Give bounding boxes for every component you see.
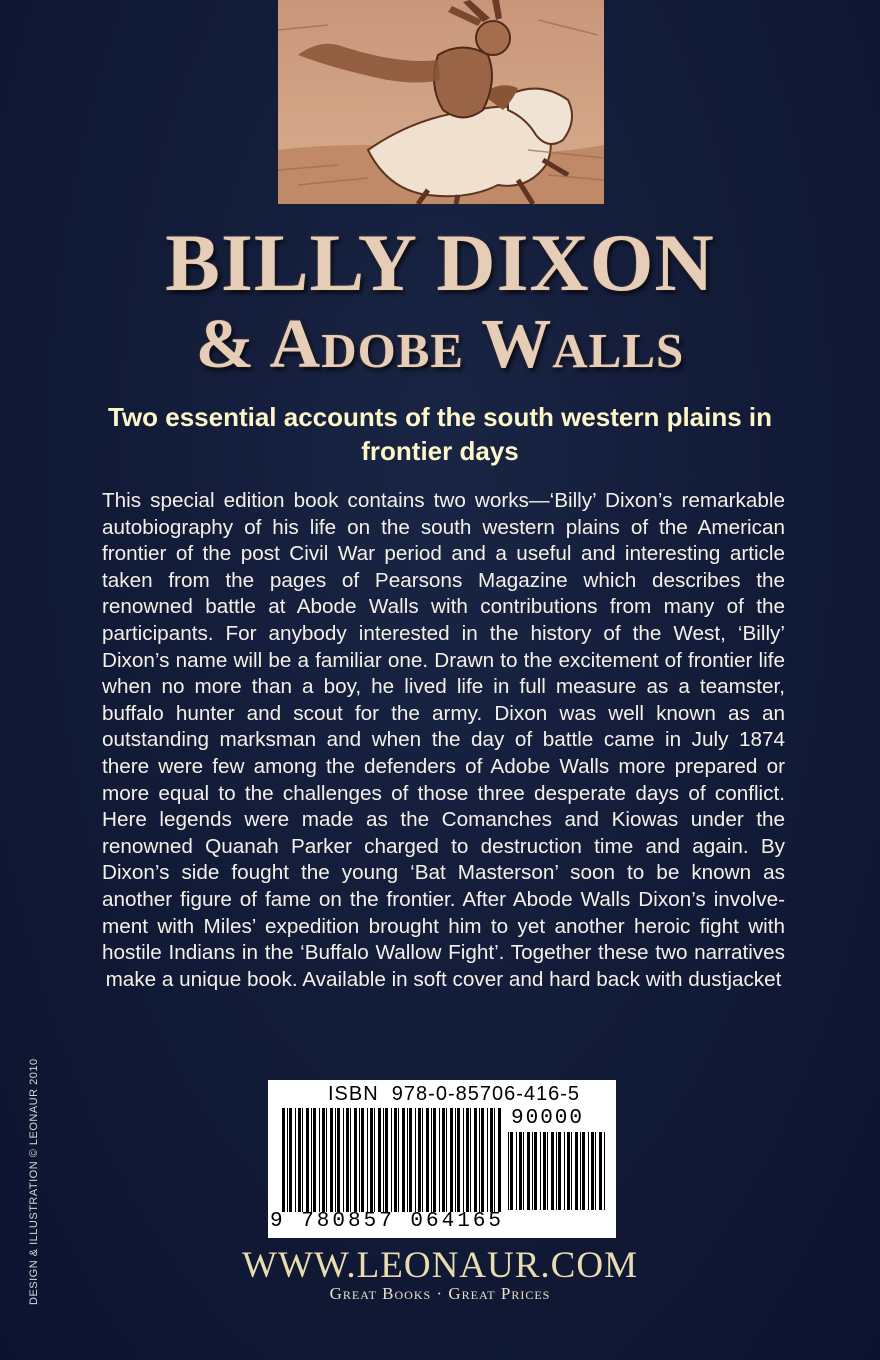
barcode-bar xyxy=(490,1108,493,1212)
barcode-bar xyxy=(582,1132,585,1210)
rider-on-horse-illustration xyxy=(278,0,604,204)
barcode-bar xyxy=(311,1108,312,1212)
barcode-bar xyxy=(367,1108,368,1212)
book-title-line1: BILLY DIXON xyxy=(165,217,715,308)
barcode-bar xyxy=(527,1132,530,1210)
barcode-bar xyxy=(302,1108,303,1212)
barcode-digits: 9 780857 064165 xyxy=(270,1210,505,1233)
design-credit: DESIGN & ILLUSTRATION © LEONAUR 2010 xyxy=(28,1058,40,1305)
barcode-bar xyxy=(543,1132,546,1210)
barcode-bar xyxy=(540,1132,541,1210)
barcode-bar xyxy=(335,1108,336,1212)
barcode-bar xyxy=(479,1108,480,1212)
barcode-bar xyxy=(337,1108,340,1212)
barcode-bar xyxy=(407,1108,408,1212)
barcode-bar xyxy=(313,1108,316,1212)
book-title-line2: & Adobe Walls xyxy=(195,306,685,383)
barcode-bar xyxy=(588,1132,589,1210)
barcode-bar xyxy=(494,1108,495,1212)
barcode-bar xyxy=(523,1132,524,1210)
barcode-bar xyxy=(289,1108,292,1212)
barcode-bar xyxy=(394,1108,397,1212)
barcode-bar xyxy=(415,1108,416,1212)
barcode-bar xyxy=(326,1108,327,1212)
barcode-bar xyxy=(433,1108,436,1212)
book-subtitle: Two essential accounts of the south western plains in frontier days xyxy=(107,402,773,466)
barcode-bar xyxy=(564,1132,565,1210)
barcode-bar xyxy=(446,1108,447,1212)
barcode-bar xyxy=(426,1108,429,1212)
barcode-bar xyxy=(551,1132,554,1210)
barcode-main-bars xyxy=(282,1108,504,1212)
barcode-bar xyxy=(391,1108,392,1212)
barcode-bar xyxy=(402,1108,405,1212)
barcode-bar xyxy=(350,1108,351,1212)
barcode-bar xyxy=(298,1108,301,1212)
cover-illustration xyxy=(278,0,604,204)
barcode-bar xyxy=(295,1108,296,1212)
barcode-bar xyxy=(282,1108,285,1212)
barcode-bar xyxy=(599,1132,602,1210)
barcode-bar xyxy=(418,1108,421,1212)
barcode-bar xyxy=(439,1108,440,1212)
barcode-bar xyxy=(359,1108,360,1212)
barcode-bar xyxy=(575,1132,578,1210)
barcode-bar xyxy=(481,1108,484,1212)
barcode-bar xyxy=(466,1108,469,1212)
barcode-bar xyxy=(322,1108,325,1212)
barcode-bar xyxy=(470,1108,471,1212)
barcode-bar xyxy=(383,1108,384,1212)
price-code: 90000 xyxy=(511,1107,585,1130)
barcode-bar xyxy=(591,1132,594,1210)
barcode-bar xyxy=(580,1132,581,1210)
barcode-bar xyxy=(510,1132,513,1210)
barcode-bar xyxy=(532,1132,533,1210)
isbn-barcode xyxy=(268,1080,616,1238)
barcode-bar xyxy=(558,1132,561,1210)
barcode-bar xyxy=(595,1132,596,1210)
barcode-bar xyxy=(455,1108,456,1212)
barcode-bar xyxy=(604,1132,605,1210)
barcode-bar xyxy=(474,1108,477,1212)
barcode-bar xyxy=(547,1132,548,1210)
barcode-bar xyxy=(354,1108,357,1212)
isbn-label: ISBN 978-0-85706-416-5 xyxy=(328,1083,581,1105)
barcode-addon-bars xyxy=(508,1132,608,1210)
barcode-bar xyxy=(330,1108,333,1212)
barcode-bar xyxy=(378,1108,381,1212)
barcode-bar xyxy=(374,1108,375,1212)
barcode-bar xyxy=(422,1108,423,1212)
barcode-bar xyxy=(398,1108,399,1212)
barcode-bar xyxy=(498,1108,501,1212)
publisher-website: WWW.LEONAUR.COM xyxy=(242,1245,638,1286)
book-blurb: This special edition book contains two works—‘Billy’ Dixon’s remarkable autobiography of his life on the south western plains of the American frontier of the post Civil War period and a useful and interesting article taken from the pages of Pearsons Magazine which describes the renowned battle at Abode Walls with contributions from many of the participants. For anybody interested in the history of the West, ‘Billy’ Dixon’s name will be a familiar one. Drawn to the excitement of frontier life when no more than a boy, he lived life in full measure as a teamster, buffalo hunter and scout for the army. Dixon was well known as an outstanding marksman and when the day of battle came in July 1874 there were few among the defenders of Adobe Walls more prepared or more equal to the challenges of those three desperate days of conflict. Here legends were made as the Comanches and Kiowas under the renowned Quanah Parker charged to destruction time and again. By Dixon’s side fought the young ‘Bat Masterson’ soon to be known as another figure of fame on the frontier. After Abode Walls Dixon’s involvement with Miles’ expedition brought him to yet another heroic fight with hostile Indians in the ‘Buffalo Wallow Fight’. Together these two narratives make a unique book. Available in soft cover and hard back with dustjacket xyxy=(102,489,785,991)
barcode-bar xyxy=(370,1108,373,1212)
barcode-bar xyxy=(556,1132,557,1210)
barcode-bar xyxy=(487,1108,488,1212)
barcode-bar xyxy=(571,1132,572,1210)
barcode-bar xyxy=(385,1108,388,1212)
barcode-bar xyxy=(361,1108,364,1212)
barcode-bar xyxy=(431,1108,432,1212)
barcode-bar xyxy=(534,1132,537,1210)
barcode-bar xyxy=(409,1108,412,1212)
barcode-bar xyxy=(463,1108,464,1212)
barcode-bar xyxy=(343,1108,344,1212)
barcode-bar xyxy=(346,1108,349,1212)
barcode-bar xyxy=(442,1108,445,1212)
barcode-bar xyxy=(319,1108,320,1212)
barcode-bar xyxy=(508,1132,509,1210)
barcode-bar xyxy=(306,1108,309,1212)
barcode-bar xyxy=(516,1132,517,1210)
barcode-bar xyxy=(567,1132,570,1210)
publisher-tagline: Great Books · Great Prices xyxy=(329,1284,551,1303)
barcode-bar xyxy=(450,1108,453,1212)
barcode-bar xyxy=(519,1132,522,1210)
barcode-bar xyxy=(287,1108,288,1212)
barcode-bar xyxy=(457,1108,460,1212)
